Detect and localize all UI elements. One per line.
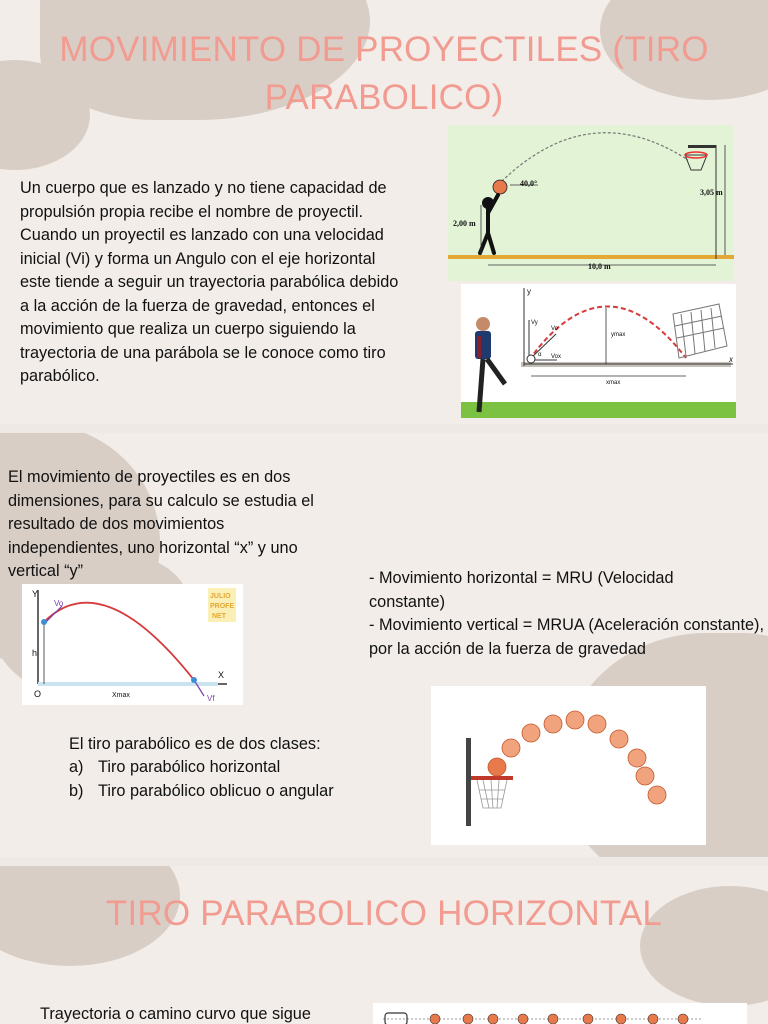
svg-text:h: h xyxy=(32,648,38,658)
ball-position xyxy=(636,767,654,785)
ball-position xyxy=(648,1014,658,1024)
svg-text:Y: Y xyxy=(32,589,39,599)
ball-position xyxy=(463,1014,473,1024)
movement-line-vertical: - Movimiento vertical = MRUA (Aceleración constante), por la acción de la fuerza de gravedad xyxy=(369,616,764,658)
kick-trajectory xyxy=(529,306,686,360)
svg-text:xmax: xmax xyxy=(606,380,621,386)
start-height-label: 2,00 m xyxy=(453,219,476,228)
svg-text:Vo: Vo xyxy=(54,599,64,608)
basket-net xyxy=(477,780,507,808)
basketball-shot-figure xyxy=(448,125,734,281)
slide-3 xyxy=(0,866,768,1024)
svg-text:JULIO: JULIO xyxy=(210,593,231,600)
ball-position xyxy=(610,730,628,748)
horizontal-shot-figure xyxy=(373,1003,747,1024)
player-silhouette xyxy=(480,195,498,253)
basketball-arc-figure xyxy=(431,686,706,845)
svg-text:y: y xyxy=(527,287,531,296)
svg-text:Vf: Vf xyxy=(207,694,215,703)
soccer-kick-figure xyxy=(461,284,736,418)
svg-text:NET: NET xyxy=(212,613,226,620)
shot-trajectory xyxy=(498,133,688,185)
ball-position xyxy=(430,1014,440,1024)
hoop-height-label: 3,05 m xyxy=(700,188,723,197)
distance-label: 10,0 m xyxy=(588,262,611,271)
slide-3-paragraph: Trayectoria o camino curvo que sigue xyxy=(40,1005,311,1023)
ball-position xyxy=(518,1014,528,1024)
slide-3-title: TIRO PARABOLICO HORIZONTAL xyxy=(105,894,663,933)
slide-1-paragraph: Un cuerpo que es lanzado y no tiene capacidad de propulsión propia recibe el nombre de proyectil. Cuando un proyectil es lanzado con una velocidad inicial (Vi) y forma un Angulo con el eje horizontal este tiende a seguir un trayectoria parabólica debido a la acción de la fuerza de gravedad, entonces el movimiento que realiza un cuerpo siguiendo la trayectoria de una parábola se le conoce como tiro parabólico. xyxy=(20,179,399,385)
slide-1 xyxy=(0,0,768,424)
svg-text:O: O xyxy=(34,689,42,699)
svg-text:α: α xyxy=(538,352,542,358)
parabola-curve xyxy=(44,603,194,680)
ball-position xyxy=(502,739,520,757)
ball-position xyxy=(522,724,540,742)
types-intro: El tiro parabólico es de dos clases: xyxy=(69,735,321,753)
svg-text:PROFE: PROFE xyxy=(210,603,235,610)
ball-position xyxy=(648,786,666,804)
svg-text:Vo: Vo xyxy=(551,326,559,332)
list-item: a) Tiro parabólico horizontal xyxy=(69,758,281,776)
soccer-ball xyxy=(527,355,535,363)
movement-line-horizontal: - Movimiento horizontal = MRU (Velocidad constante) xyxy=(369,569,674,611)
ball-position xyxy=(488,758,506,776)
trajectory-graph xyxy=(22,584,243,705)
svg-text:Vox: Vox xyxy=(551,354,562,360)
svg-text:X: X xyxy=(218,670,225,680)
basketball xyxy=(493,180,507,194)
player-figure xyxy=(475,317,505,412)
svg-text:Vy: Vy xyxy=(531,320,538,326)
svg-text:ymax: ymax xyxy=(611,332,626,338)
ball-position xyxy=(588,715,606,733)
ball-position xyxy=(548,1014,558,1024)
slide-2-paragraph: El movimiento de proyectiles es en dos dimensiones, para su calculo se estudia el resultado de dos movimientos independientes, uno horizontal “x” y uno vertical “y” xyxy=(8,468,314,580)
svg-text:x: x xyxy=(729,355,733,364)
ball-position xyxy=(616,1014,626,1024)
ball-position xyxy=(628,749,646,767)
ball-position xyxy=(488,1014,498,1024)
soccer-goal xyxy=(673,304,727,358)
slide-1-title: MOVIMIENTO DE PROYECTILES (TIRO PARABOLICO) xyxy=(59,30,709,117)
types-list xyxy=(69,756,334,803)
list-item: b) Tiro parabólico oblicuo o angular xyxy=(69,781,334,800)
ball-position xyxy=(566,711,584,729)
angle-label: 40,0° xyxy=(520,179,538,188)
slide-2 xyxy=(0,433,768,857)
ball-position xyxy=(544,715,562,733)
svg-text:Xmax: Xmax xyxy=(112,692,130,699)
ball-position xyxy=(678,1014,688,1024)
ball-position xyxy=(583,1014,593,1024)
